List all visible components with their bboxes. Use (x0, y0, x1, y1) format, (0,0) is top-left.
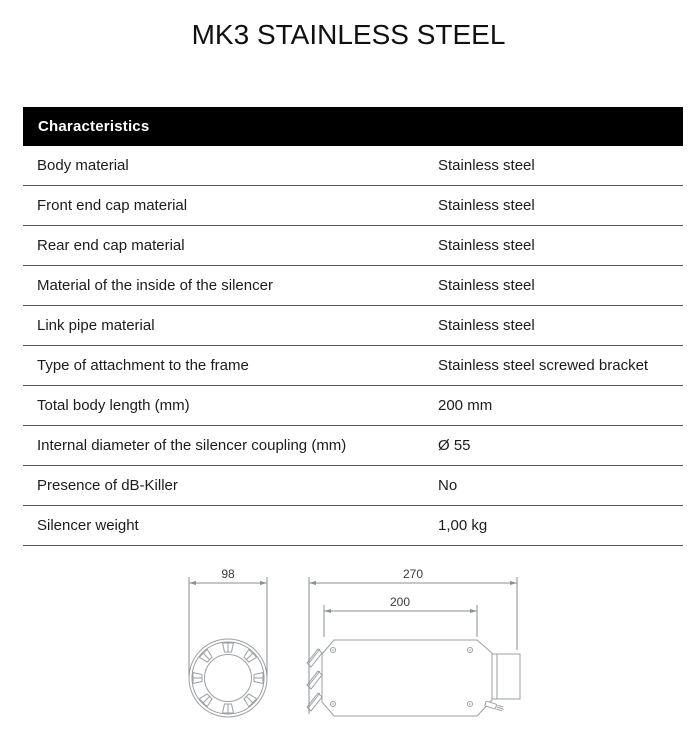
table-header: Characteristics (23, 107, 683, 146)
row-value: Stainless steel screwed bracket (438, 357, 649, 374)
table-row (23, 426, 683, 466)
characteristics-table (23, 107, 683, 546)
row-value: Stainless steel (438, 197, 535, 214)
db-killer-screw (485, 701, 505, 712)
table-row (23, 146, 683, 186)
row-value: Stainless steel (438, 317, 535, 334)
dimension-label-body-length: 200 (389, 595, 411, 609)
row-label: Rear end cap material (37, 237, 185, 254)
row-label: Total body length (mm) (37, 397, 190, 414)
row-value: Ø 55 (438, 437, 471, 454)
table-row (23, 266, 683, 306)
page-title: MK3 STAINLESS STEEL (191, 19, 506, 50)
row-value: 1,00 kg (438, 517, 488, 534)
row-label: Internal diameter of the silencer coupling (mm) (37, 437, 347, 454)
silencer-front-view (189, 639, 267, 717)
table-row (23, 306, 683, 346)
row-label: Presence of dB-Killer (37, 477, 178, 494)
dimension-label-total-length: 270 (402, 567, 424, 581)
table-row (23, 386, 683, 426)
outlet-pipe (492, 654, 520, 699)
table-row (23, 506, 683, 546)
row-label: Body material (37, 157, 129, 174)
dimension-200 (324, 595, 477, 637)
row-value: Stainless steel (438, 157, 535, 174)
row-label: Link pipe material (37, 317, 155, 334)
technical-drawing (0, 555, 697, 743)
row-value: Stainless steel (438, 237, 535, 254)
silencer-side-view (307, 640, 520, 716)
row-value: No (438, 477, 458, 494)
mesh-inlet (205, 655, 252, 702)
row-value: 200 mm (438, 397, 493, 414)
table-row (23, 466, 683, 506)
table-row (23, 186, 683, 226)
dimension-label-front-diameter: 98 (221, 567, 235, 581)
table-row (23, 226, 683, 266)
row-value: Stainless steel (438, 277, 535, 294)
row-label: Type of attachment to the frame (37, 357, 249, 374)
table-row (23, 346, 683, 386)
row-label: Material of the inside of the silencer (37, 277, 273, 294)
silencer-body (322, 640, 492, 716)
row-label: Front end cap material (37, 197, 188, 214)
row-label: Silencer weight (37, 517, 139, 534)
